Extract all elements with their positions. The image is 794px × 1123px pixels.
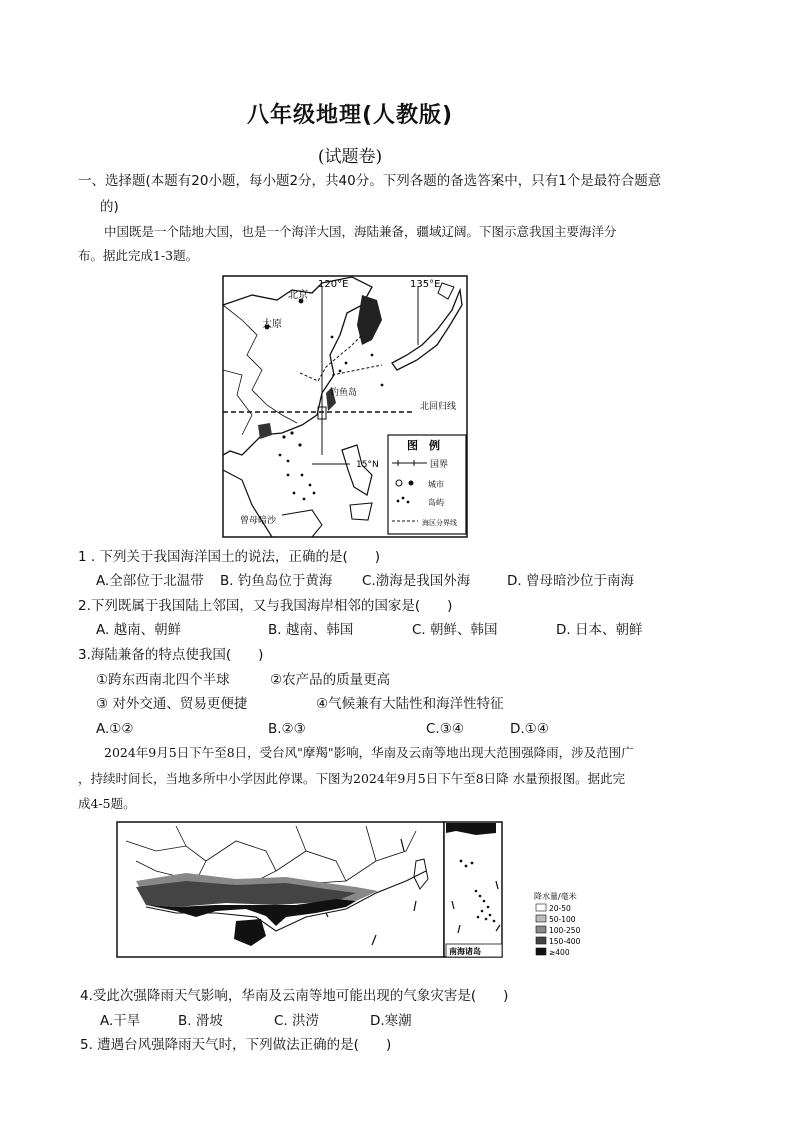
q4-stem: 4.受此次强降雨天气影响，华南及云南等地可能出现的气象灾害是( )	[80, 988, 509, 1004]
q3-option-c[interactable]: C.③④	[426, 721, 464, 737]
map1-city-beijing: 北京	[288, 290, 308, 301]
map1-diaoyu-label: 钓鱼岛	[330, 388, 358, 398]
q3-option-d[interactable]: D.①④	[510, 721, 549, 737]
map2-inset-label: 南海诸岛	[449, 947, 481, 956]
intro-paragraph-1-line2: 布。据此完成1-3题。	[78, 248, 199, 263]
q4-option-a[interactable]: A.干旱	[100, 1013, 141, 1029]
map1-zengmu-label: 曾母暗沙	[240, 516, 277, 526]
q2-options	[96, 620, 776, 640]
q3-statement-2: ②农产品的质量更高	[270, 672, 391, 688]
q1-option-b[interactable]: B. 钓鱼岛位于黄海	[220, 573, 333, 589]
map1-lon-120: 120°E	[318, 279, 349, 290]
china-seas-map	[222, 275, 468, 538]
map2-legend-item: ≥400	[549, 948, 570, 957]
map1-legend-title: 图 例	[407, 439, 440, 452]
map1-tropic-label: 北回归线	[420, 402, 457, 412]
q1-options	[96, 571, 776, 591]
map1-lat-15: 15°N	[356, 460, 379, 470]
q3-statement-4: ④气候兼有大陆性和海洋性特征	[316, 696, 504, 712]
q5-stem: 5. 遭遇台风强降雨天气时，下列做法正确的是( )	[80, 1037, 392, 1053]
section-heading: 一、选择题(本题有20小题，每小题2分，共40分。下列各题的备选答案中，只有1个是最符合题意	[78, 173, 662, 189]
q2-option-a[interactable]: A. 越南、朝鲜	[96, 622, 182, 638]
map2-legend-item: 150-400	[549, 937, 581, 946]
q1-option-c[interactable]: C.渤海是我国外海	[362, 573, 471, 589]
q2-option-b[interactable]: B. 越南、韩国	[268, 622, 354, 638]
q1-option-a[interactable]: A.全部位于北温带	[96, 573, 204, 589]
map1-lon-135: 135°E	[410, 279, 441, 290]
intro-paragraph-2-line1: 2024年9月5日下午至8日，受台风"摩羯"影响，华南及云南等地出现大范围强降雨，涉及范围广	[104, 745, 634, 760]
map2-legend-item: 50-100	[549, 915, 576, 924]
q3-option-a[interactable]: A.①②	[96, 721, 134, 737]
map1-legend-sea: 海区分界线	[422, 519, 457, 527]
map2-legend-item: 20-50	[549, 904, 571, 913]
q3-statement-1: ①跨东西南北四个半球	[96, 672, 230, 688]
map1-legend	[388, 435, 466, 534]
q1-option-d[interactable]: D. 曾母暗沙位于南海	[507, 573, 634, 589]
map2-legend	[534, 891, 581, 957]
section-heading-cont: 的)	[100, 199, 119, 215]
q3-option-b[interactable]: B.②③	[268, 721, 306, 737]
q2-option-d[interactable]: D. 日本、朝鲜	[556, 622, 643, 638]
map2-legend-item: 100-250	[549, 926, 581, 935]
intro-paragraph-1-line1: 中国既是一个陆地大国，也是一个海洋大国，海陆兼备，疆域辽阔。下图示意我国主要海洋分	[104, 224, 617, 239]
map1-city-taiyuan: 太原	[262, 319, 282, 330]
map1-legend-border: 国界	[430, 460, 449, 470]
q3-statement-3: ③ 对外交通、贸易更便捷	[96, 696, 248, 712]
intro-paragraph-2-line2: ，持续时间长，当地多所中小学因此停课。下图为2024年9月5日下午至8日降 水量预报图。据此完	[78, 771, 626, 786]
q4-option-d[interactable]: D.寒潮	[370, 1013, 412, 1029]
map2-legend-title: 降水量/毫米	[534, 892, 577, 901]
q2-option-c[interactable]: C. 朝鲜、韩国	[412, 622, 498, 638]
map1-legend-city: 城市	[428, 480, 444, 489]
rainfall-forecast-map	[116, 821, 594, 958]
q4-options	[100, 1011, 780, 1031]
q2-stem: 2.下列既属于我国陆上邻国，又与我国海岸相邻的国家是( )	[78, 598, 453, 614]
page-title: 八年级地理(人教版)	[246, 103, 454, 128]
q3-options	[96, 719, 776, 739]
page-subtitle: (试题卷)	[317, 147, 383, 167]
intro-paragraph-2-line3: 成4-5题。	[78, 796, 136, 811]
q4-option-b[interactable]: B. 滑坡	[178, 1013, 223, 1029]
map1-legend-island: 岛屿	[428, 498, 444, 507]
q1-stem: 1 . 下列关于我国海洋国土的说法，正确的是( )	[78, 549, 380, 565]
q3-stem: 3.海陆兼备的特点使我国( )	[78, 647, 264, 663]
q4-option-c[interactable]: C. 洪涝	[274, 1013, 320, 1029]
